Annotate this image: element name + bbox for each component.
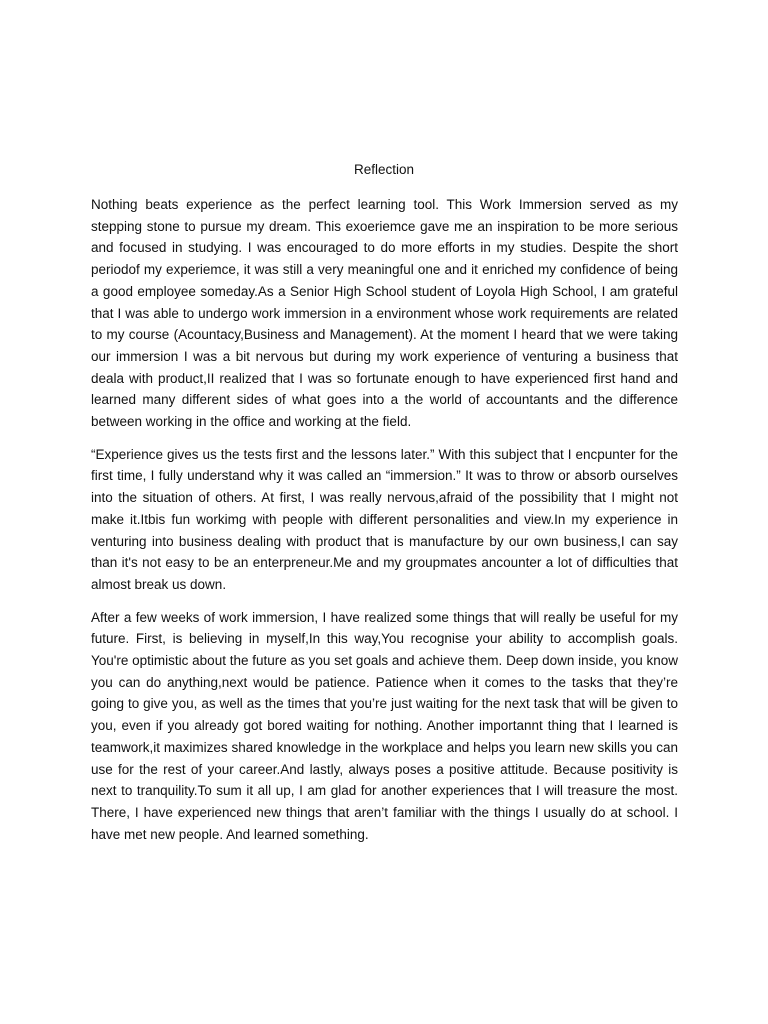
document-title: Reflection (353, 162, 415, 177)
document-body (91, 194, 678, 856)
paragraph-2: “Experience gives us the tests first and the lessons later.” With this subject that I encpunter for the first time, I fully understand why it was called an “immersion.” It was to throw or absorb ourselves into the situation of others. At first, I was really nervous,afraid of the possibility that I might not make it.Itbis fun workimg with people with different personalities and view.In my experience in venturing into business dealing with product that is manufacture by our own business,I can say than it's not easy to be an enterpreneur.Me and my groupmates ancounter a lot of difficulties that almost break us down. (91, 446, 678, 592)
paragraph-3: After a few weeks of work immersion, I have realized some things that will really be useful for my future. First, is believing in myself,In this way,You recognise your ability to accomplish goals. You're optimistic about the future as you set goals and achieve them. Deep down inside, you know you can do anything,next would be patience. Patience when it comes to the tasks that they’re going to give you, as well as the times that you’re just waiting for the next task that will be given to you, even if you already got bored waiting for nothing. Another importannt thing that I learned is teamwork,it maximizes shared knowledge in the workplace and helps you learn new skills you can use for the rest of your career.And lastly, always poses a positive attitude. Because positivity is next to tranquility.To sum it all up, I am glad for another experiences that I will treasure the most. There, I have experienced new things that aren’t familiar with the things I usually do at school. I have met new people. And learned something. (91, 609, 678, 842)
paragraph-1: Nothing beats experience as the perfect learning tool. This Work Immersion served as my stepping stone to pursue my dream. This exoeriemce gave me an inspiration to be more serious and focused in studying. I was encouraged to do more efforts in my studies. Despite the short periodof my experiemce, it was still a very meaningful one and it enriched my confidence of being a good employee someday.As a Senior High School student of Loyola High School, I am grateful that I was able to undergo work immersion in a environment whose work requirements are related to my course (Acountacy,Business and Management). At the moment I heard that we were taking our immersion I was a bit nervous but during my work experience of venturing a business that deala with product,II realized that I was so fortunate enough to have experienced first hand and learned many different sides of what goes into a the world of accountants and the difference between working in the office and working at the field. (91, 197, 678, 430)
